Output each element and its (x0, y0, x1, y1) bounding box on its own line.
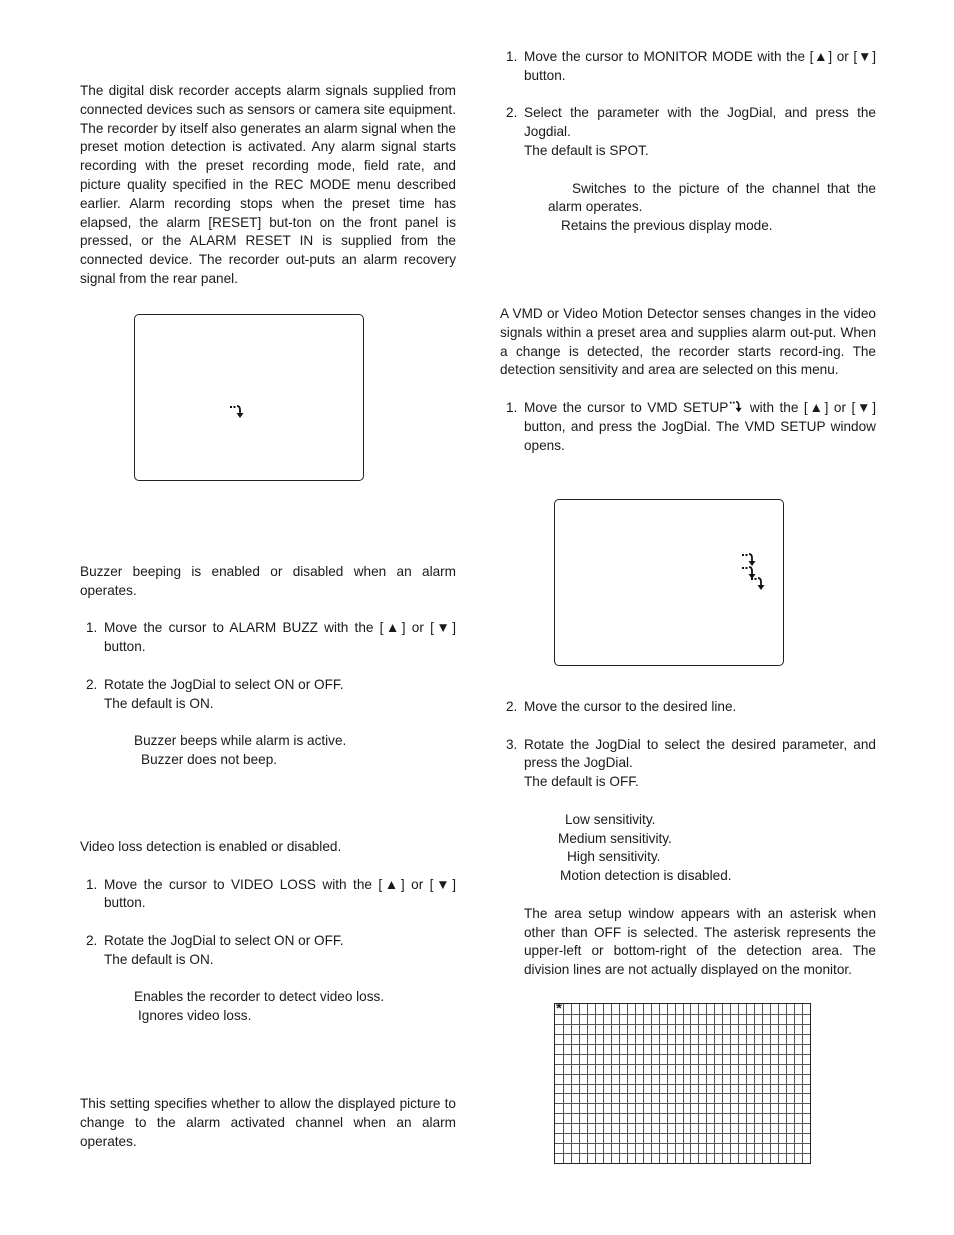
buzz-step-2: 2. Rotate the JogDial to select ON or OFF. (86, 676, 344, 692)
vmd-step-3: 3. Rotate the JogDial to select the desired parameter, and press the JogDial. (506, 736, 876, 771)
area-asterisk-marker: * (556, 1000, 562, 1017)
mon-default: The default is SPOT. (524, 142, 649, 158)
sensitivity-off: Motion detection is disabled. (560, 868, 732, 884)
submenu-arrow-icon (229, 404, 245, 420)
area-setup-description: The area setup window appears with an asterisk when other than OFF is selected. The asterisk represents the upper-left or bottom-right of the detection area. The division lines are not actually displayed on the monitor. (524, 905, 876, 978)
detection-grid-lines (555, 1004, 810, 1163)
buzz-off-description: Buzzer does not beep. (141, 751, 278, 767)
alarm-intro-paragraph: The digital disk recorder accepts alarm signals supplied from connected devices such as sensors or camera site equipment. The recorder by itself also generates an alarm signal when the preset motion detection is activated. Any alarm signal starts recording with the preset recording mode, field rate, and picture quality specified in the REC MODE menu described earlier. Alarm recording stops when the preset time has elapsed, the alarm [RESET] but-ton on the front panel is pressed, or the ALARM RESET IN is supplied from the connected device. The recorder out-puts an alarm recovery signal from the rear panel. (80, 83, 456, 286)
monitor-mode-steps (500, 48, 876, 236)
vloss-step-1: 1. Move the cursor to VIDEO LOSS with the [▲] or [▼] button. (86, 876, 456, 911)
mon-step-1: 1. Move the cursor to MONITOR MODE with the [▲] or [▼] button. (506, 49, 876, 83)
vloss-on-description: Enables the recorder to detect video loss. (134, 989, 385, 1005)
alarm-buzz-section (80, 563, 456, 770)
alarm-setup-screen (134, 314, 364, 481)
vmd-intro: A VMD or Video Motion Detector senses changes in the video signals within a preset area and supplies alarm out-put. When a change is detected, the recorder starts record-ing. The detection sensitivity and area are selected on this menu. (500, 306, 876, 378)
buzz-intro: Buzzer beeping is enabled or disabled when an alarm operates. (80, 564, 456, 598)
submenu-arrow-icon (728, 400, 744, 414)
video-loss-section (80, 838, 456, 1026)
monitor-intro: This setting specifies whether to allow the displayed picture to change to the alarm activated channel when an alarm operates. (80, 1096, 456, 1149)
mon-step-2: 2. Select the parameter with the JogDial, and press the Jogdial. (506, 105, 876, 140)
vmd-steps-continued (500, 698, 876, 980)
mon-fix-description: Retains the previous display mode. (561, 218, 773, 234)
area-setup-grid (554, 1000, 811, 1164)
vloss-off-description: Ignores video loss. (138, 1008, 252, 1024)
submenu-arrow-icon (750, 576, 766, 592)
vloss-intro: Video loss detection is enabled or disabled. (80, 839, 342, 854)
vmd-setup-screen (554, 499, 784, 666)
vmd-step-2: 2. Move the cursor to the desired line. (506, 699, 737, 714)
buzz-default: The default is ON. (104, 695, 214, 711)
buzz-step-1: 1. Move the cursor to ALARM BUZZ with the [▲] or [▼] button. (86, 620, 456, 655)
sensitivity-medium: Medium sensitivity. (558, 830, 672, 846)
sensitivity-high: High sensitivity. (567, 849, 661, 865)
buzz-on-description: Buzzer beeps while alarm is active. (134, 733, 347, 749)
vloss-default: The default is ON. (104, 951, 214, 967)
sensitivity-low: Low sensitivity. (565, 811, 656, 827)
vmd-section (500, 305, 876, 455)
vmd-step-1: 1. Move the cursor to VMD SETUP with the [▲] or [▼] button, and press the JogDial. The VMD SETUP window opens. (506, 399, 876, 453)
vmd-default: The default is OFF. (524, 774, 639, 790)
mon-spot-description: Switches to the picture of the channel that the alarm operates. (548, 180, 876, 215)
monitor-mode-intro-section (80, 1095, 456, 1151)
left-column (80, 82, 456, 289)
vloss-step-2: 2. Rotate the JogDial to select ON or OFF. (86, 932, 344, 948)
